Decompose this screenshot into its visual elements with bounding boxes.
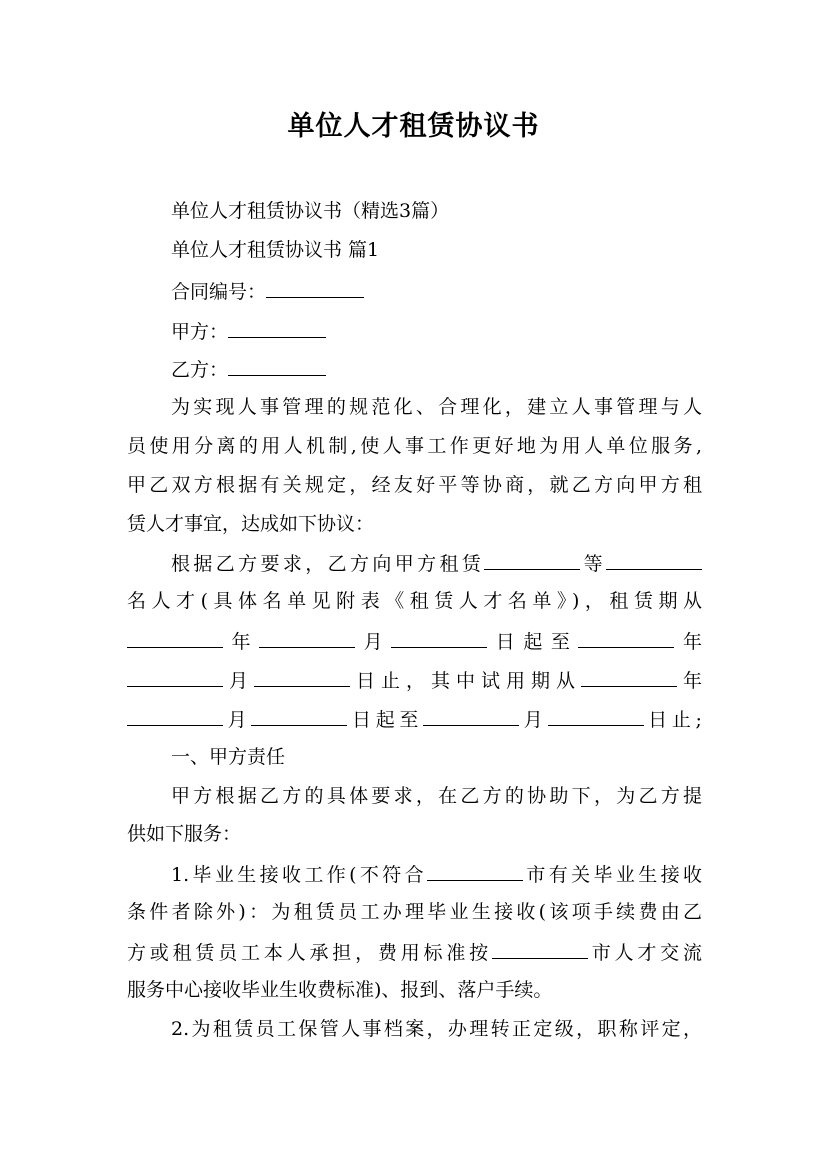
party-a-line bbox=[171, 318, 702, 344]
lease-text: 年 bbox=[674, 631, 702, 653]
intro-line-3: 甲乙双方根据有关规定，经友好平等协商，就乙方向甲方租 bbox=[127, 474, 702, 496]
lease-blank bbox=[423, 706, 519, 726]
lease-text: 月 bbox=[519, 709, 548, 731]
lease-text: 日起至 bbox=[347, 709, 424, 731]
lease-text: 月 bbox=[223, 670, 254, 692]
item-1-line-1 bbox=[171, 861, 702, 887]
item-1-blank-1 bbox=[427, 861, 523, 881]
lease-blank bbox=[581, 667, 677, 687]
lease-blank bbox=[578, 628, 674, 648]
lease-text: 日止，其中试用期从 bbox=[350, 670, 581, 692]
intro-line-1: 为实现人事管理的规范化、合理化，建立人事管理与人 bbox=[171, 396, 702, 418]
intro-line-2: 员使用分离的用人机制,使人事工作更好地为用人单位服务, bbox=[127, 435, 702, 457]
section-1-intro-2: 供如下服务： bbox=[127, 823, 242, 845]
lease-blank bbox=[127, 706, 223, 726]
lease-line-4 bbox=[127, 667, 702, 693]
lease-blank-1 bbox=[484, 550, 580, 570]
lease-text: 日起至 bbox=[487, 631, 579, 653]
document-title: 单位人才租赁协议书 bbox=[287, 111, 540, 142]
lease-blank bbox=[251, 706, 347, 726]
item-2-line-1: 2.为租赁员工保管人事档案，办理转正定级，职称评定， bbox=[171, 1018, 702, 1040]
lease-line-3 bbox=[127, 628, 702, 654]
lease-blank bbox=[127, 667, 223, 687]
item-1-text: 方或租赁员工本人承担，费用标准按 bbox=[127, 942, 492, 964]
lease-line-2: 名人才(具体名单见附表《租赁人才名单》)，租赁期从 bbox=[127, 590, 702, 612]
lease-text: 日止; bbox=[643, 709, 702, 731]
section-heading: 单位人才租赁协议书 篇1 bbox=[171, 239, 380, 261]
lease-blank bbox=[548, 706, 644, 726]
item-1-line-3 bbox=[127, 939, 702, 965]
contract-number-blank bbox=[266, 278, 364, 298]
lease-text: 根据乙方要求，乙方向甲方租赁 bbox=[171, 553, 485, 575]
lease-line-1 bbox=[171, 550, 702, 576]
item-1-blank-2 bbox=[492, 939, 588, 959]
party-b-line bbox=[171, 356, 702, 382]
lease-blank bbox=[127, 628, 223, 648]
lease-blank bbox=[259, 628, 355, 648]
intro-line-4: 赁人才事宜，达成如下协议： bbox=[127, 513, 375, 535]
lease-line-5 bbox=[127, 706, 702, 732]
lease-text: 年 bbox=[676, 670, 702, 692]
item-1-line-2: 条件者除外)：为租赁员工办理毕业生接收(该项手续费由乙 bbox=[127, 901, 702, 923]
item-1-text: 市有关毕业生接收 bbox=[523, 864, 702, 886]
party-b-blank bbox=[228, 356, 326, 376]
lease-text: 等 bbox=[580, 553, 606, 575]
lease-blank bbox=[254, 667, 350, 687]
contract-number-label: 合同编号： bbox=[171, 281, 267, 303]
section-1-intro-1: 甲方根据乙方的具体要求，在乙方的协助下，为乙方提 bbox=[171, 785, 702, 807]
party-b-label: 乙方： bbox=[171, 359, 229, 381]
lease-blank-2 bbox=[606, 550, 702, 570]
contract-number-line bbox=[171, 278, 702, 304]
lease-text: 月 bbox=[355, 631, 392, 653]
item-1-text: 1.毕业生接收工作(不符合 bbox=[171, 864, 428, 886]
lease-text: 年 bbox=[223, 631, 260, 653]
lease-text: 月 bbox=[223, 709, 252, 731]
lease-blank bbox=[391, 628, 487, 648]
section-1-title: 一、甲方责任 bbox=[171, 746, 286, 768]
item-1-text: 市人才交流 bbox=[587, 942, 702, 964]
party-a-blank bbox=[228, 318, 326, 338]
party-a-label: 甲方： bbox=[171, 321, 229, 343]
document-subtitle: 单位人才租赁协议书（精选3篇） bbox=[171, 200, 450, 222]
item-1-line-4: 服务中心接收毕业生收费标准)、报到、落户手续。 bbox=[127, 979, 553, 1001]
